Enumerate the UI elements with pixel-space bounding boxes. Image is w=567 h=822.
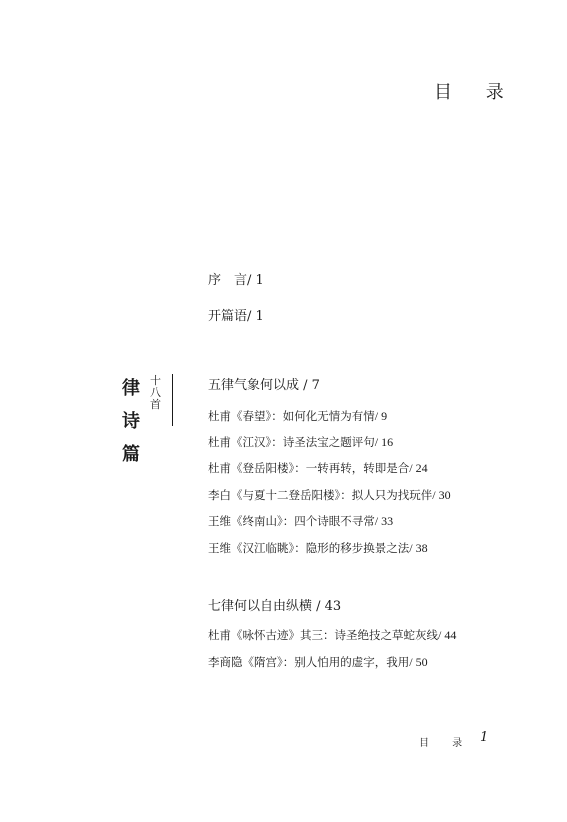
- toc-entry: [208, 487, 451, 503]
- toc-entry: [208, 434, 393, 450]
- toc-entry-page: / 50: [409, 655, 428, 669]
- toc-entry: [208, 654, 428, 670]
- toc-entry-page: / 9: [374, 409, 388, 423]
- section-heading: 七律何以自由纵横 / 43: [208, 599, 342, 614]
- toc-entry-text: 杜甫《咏怀古迹》其三：诗圣绝技之草蛇灰线: [208, 628, 438, 642]
- section-heading: 五律气象何以成 / 7: [208, 378, 320, 393]
- toc-entry-text: 李商隐《隋宫》：别人怕用的虚字，我用: [208, 655, 410, 669]
- page-title: 目 录: [434, 82, 518, 103]
- toc-entry: [208, 408, 387, 424]
- toc-entry-text: 杜甫《春望》：如何化无情为有情: [208, 409, 375, 423]
- part-title-char: 律: [122, 378, 140, 399]
- toc-entry-preface: 序 言/ 1: [208, 273, 264, 288]
- toc-entry-text: 杜甫《登岳阳楼》：一转再转，转即是合: [208, 461, 410, 475]
- toc-entry-page: / 16: [374, 435, 394, 449]
- toc-entry-page: / 24: [409, 461, 428, 475]
- part-title: [122, 372, 142, 471]
- toc-entry-text: 王维《汉江临眺》：隐形的移步换景之法: [208, 541, 410, 555]
- toc-entry-page: / 38: [409, 541, 428, 555]
- toc-entry: [208, 513, 393, 529]
- part-subtitle-char: 八: [150, 386, 161, 399]
- page-number: 1: [480, 730, 489, 745]
- toc-entry: [208, 460, 428, 476]
- part-divider: [172, 374, 173, 426]
- toc-entry-page: / 30: [432, 488, 451, 502]
- toc-entry: [208, 540, 428, 556]
- part-title-char: 诗: [122, 411, 140, 432]
- toc-entry: [208, 627, 456, 643]
- toc-entry-text: 李白《与夏十二登岳阳楼》：拟人只为找玩伴: [208, 488, 433, 502]
- toc-entry-text: 王维《终南山》：四个诗眼不寻常: [208, 514, 375, 528]
- part-subtitle: [150, 375, 162, 411]
- part-subtitle-char: 首: [150, 398, 161, 411]
- toc-entry-page: / 33: [374, 514, 394, 528]
- part-subtitle-char: 十: [150, 374, 161, 387]
- toc-entry-opening: 开篇语/ 1: [208, 309, 264, 324]
- toc-entry-text: 杜甫《江汉》：诗圣法宝之题评句: [208, 435, 375, 449]
- part-title-char: 篇: [122, 444, 140, 465]
- toc-entry-page: / 44: [438, 628, 457, 642]
- footer-label: 目 录: [419, 738, 473, 749]
